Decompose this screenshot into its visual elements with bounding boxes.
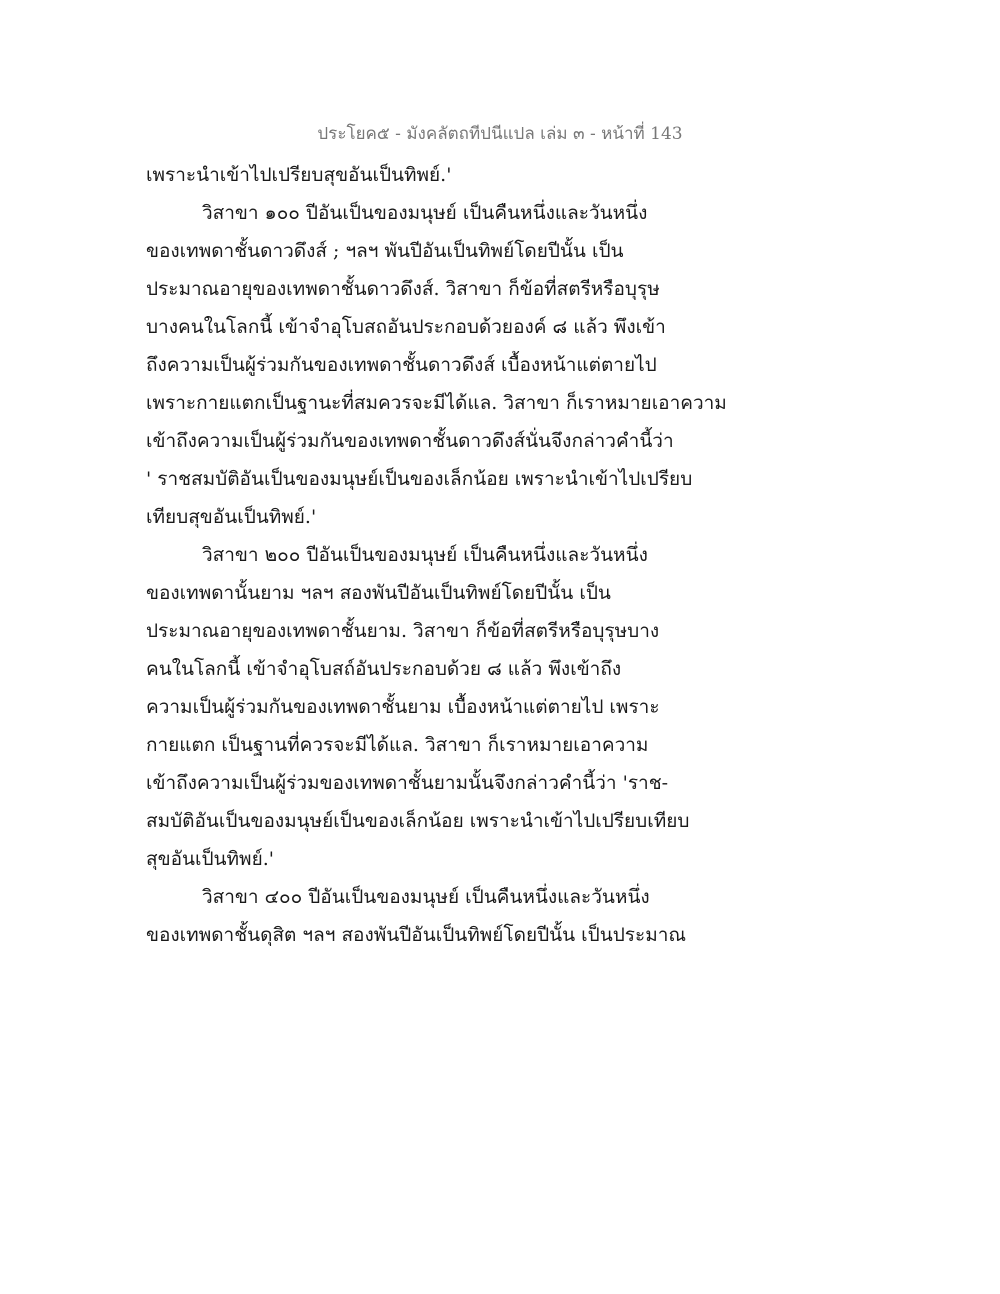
text-line: ความเป็นผู้ร่วมกันของเทพดาชั้นยาม เบื้องหน้าแต่ตายไป เพราะ	[146, 696, 660, 718]
text-line: คนในโลกนี้ เข้าจำอุโบสถ์อันประกอบด้วย ๘ แล้ว พึงเข้าถึง	[146, 658, 622, 680]
text-line: สุขอันเป็นทิพย์.'	[146, 848, 274, 870]
text-line: ของเทพดาชั้นดุสิต ฯลฯ สองพันปีอันเป็นทิพย์โดยปีนั้น เป็นประมาณ	[146, 924, 687, 946]
text-line: ประมาณอายุของเทพดาชั้นดาวดึงส์. วิสาขา ก็ข้อที่สตรีหรือบุรุษ	[146, 278, 660, 300]
text-line: สมบัติอันเป็นของมนุษย์เป็นของเล็กน้อย เพราะนำเข้าไปเปรียบเทียบ	[146, 810, 690, 832]
text-line: เพราะกายแตกเป็นฐานะที่สมควรจะมีได้แล. วิสาขา ก็เราหมายเอาความ	[146, 392, 727, 414]
paragraph-first-line: วิสาขา ๒๐๐ ปีอันเป็นของมนุษย์ เป็นคืนหนึ่งและวันหนึ่ง	[202, 544, 648, 566]
paragraph-first-line: วิสาขา ๔๐๐ ปีอันเป็นของมนุษย์ เป็นคืนหนึ่งและวันหนึ่ง	[202, 886, 650, 908]
text-line: บางคนในโลกนี้ เข้าจำอุโบสถอันประกอบด้วยองค์ ๘ แล้ว พึงเข้า	[146, 316, 666, 338]
text-line: ของเทพดาชั้นดาวดึงส์ ; ฯลฯ พันปีอันเป็นทิพย์โดยปีนั้น เป็น	[146, 240, 624, 262]
text-line: ถึงความเป็นผู้ร่วมกันของเทพดาชั้นดาวดึงส์ เบื้องหน้าแต่ตายไป	[146, 354, 657, 376]
text-line: เข้าถึงความเป็นผู้ร่วมกันของเทพดาชั้นดาวดึงส์นั่นจึงกล่าวคำนี้ว่า	[146, 430, 674, 452]
running-header: ประโยค๕ - มังคลัตถทีปนีแปล เล่ม ๓ - หน้าที่ 143	[317, 124, 683, 144]
text-line: เพราะนำเข้าไปเปรียบสุขอันเป็นทิพย์.'	[146, 164, 452, 186]
text-line: ของเทพดานั้นยาม ฯลฯ สองพันปีอันเป็นทิพย์โดยปีนั้น เป็น	[146, 582, 611, 604]
text-line: เทียบสุขอันเป็นทิพย์.'	[146, 506, 317, 528]
text-line: กายแตก เป็นฐานที่ควรจะมีได้แล. วิสาขา ก็เราหมายเอาความ	[146, 734, 649, 756]
body-text	[146, 156, 886, 954]
text-line: ประมาณอายุของเทพดาชั้นยาม. วิสาขา ก็ข้อที่สตรีหรือบุรุษบาง	[146, 620, 660, 642]
paragraph-first-line: วิสาขา ๑๐๐ ปีอันเป็นของมนุษย์ เป็นคืนหนึ่งและวันหนึ่ง	[202, 202, 648, 224]
text-line: ' ราชสมบัติอันเป็นของมนุษย์เป็นของเล็กน้อย เพราะนำเข้าไปเปรียบ	[146, 468, 693, 490]
text-line: เข้าถึงความเป็นผู้ร่วมของเทพดาชั้นยามนั้นจึงกล่าวคำนี้ว่า 'ราช-	[146, 772, 669, 794]
